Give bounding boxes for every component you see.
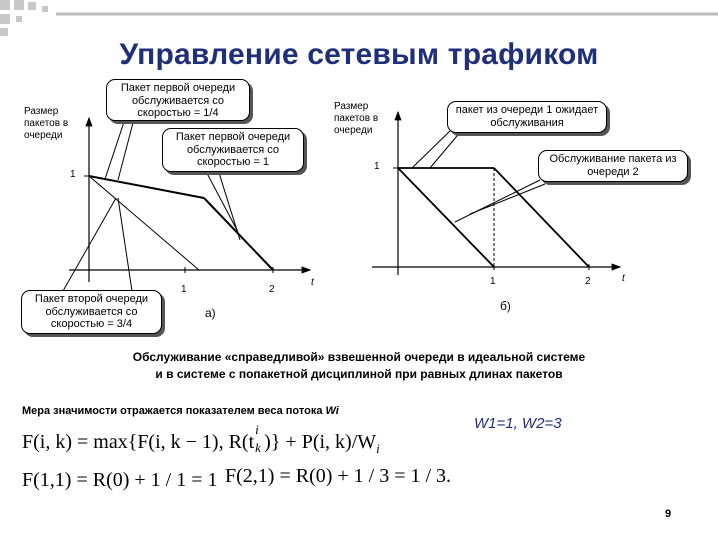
caption-line-2: и в системе с попакетной дисциплиной при равных длинах пакетов (155, 367, 563, 381)
left-ylabel: Размер пакетов в очереди (24, 106, 69, 141)
callout-queue2-rate: Пакет второй очереди обслуживается со скоростью = 3/4 (21, 290, 162, 334)
formula-main-tail: )} + P(i, k)/W (264, 431, 377, 453)
formula-f21: F(2,1) = R(0) + 1 / 3 = 1 / 3. (225, 465, 452, 487)
left-x-axis-label: t (311, 277, 314, 288)
slide-title: Управление сетевым трафиком (119, 38, 599, 71)
callout-queue1-rate-quarter: Пакет первой очереди обслуживается со скоростью = 1/4 (106, 79, 250, 121)
formula-superscript: i (255, 422, 259, 437)
callout-queue2-service: Обслуживание пакета из очереди 2 (538, 150, 688, 182)
formula-finish-time (22, 422, 380, 457)
right-ylabel: Размер пакетов в очереди (334, 101, 379, 136)
formula-tail-subscript: i (376, 441, 380, 456)
measure-prefix: Мера значимости отражается показателем веса потока (22, 405, 326, 417)
right-panel-label: б) (500, 299, 511, 313)
caption-line-1: Обслуживание «справедливой» взвешенной очереди в идеальной системе (132, 350, 586, 364)
formula-subscript: k (255, 440, 261, 455)
formula-main: F(i, k) = max{F(i, k − 1), R(t (22, 431, 255, 453)
figure-caption (0, 349, 718, 383)
right-queue1-service (494, 168, 589, 267)
right-y-tick: 1 (374, 161, 380, 172)
right-x-tick-2: 2 (585, 276, 591, 287)
callout-queue1-rate-one: Пакет первой очереди обслуживается со скоростью = 1 (162, 128, 304, 172)
left-y-tick: 1 (70, 169, 76, 180)
right-queue2-service (398, 168, 494, 267)
left-panel-label: а) (205, 306, 216, 320)
left-x-tick-2: 2 (269, 284, 275, 295)
right-x-tick-1: 1 (490, 276, 496, 287)
measure-variable: Wi (325, 405, 339, 417)
weights-values: W1=1, W2=3 (474, 415, 562, 432)
left-x-tick-1: 1 (181, 284, 187, 295)
callout-queue1-waiting: пакет из очереди 1 ожидает обслуживания (447, 101, 607, 133)
weight-measure-text (22, 405, 339, 417)
right-x-axis-label: t (622, 273, 625, 284)
formula-f11: F(1,1) = R(0) + 1 / 1 = 1 (22, 469, 218, 491)
page-number: 9 (665, 508, 672, 520)
